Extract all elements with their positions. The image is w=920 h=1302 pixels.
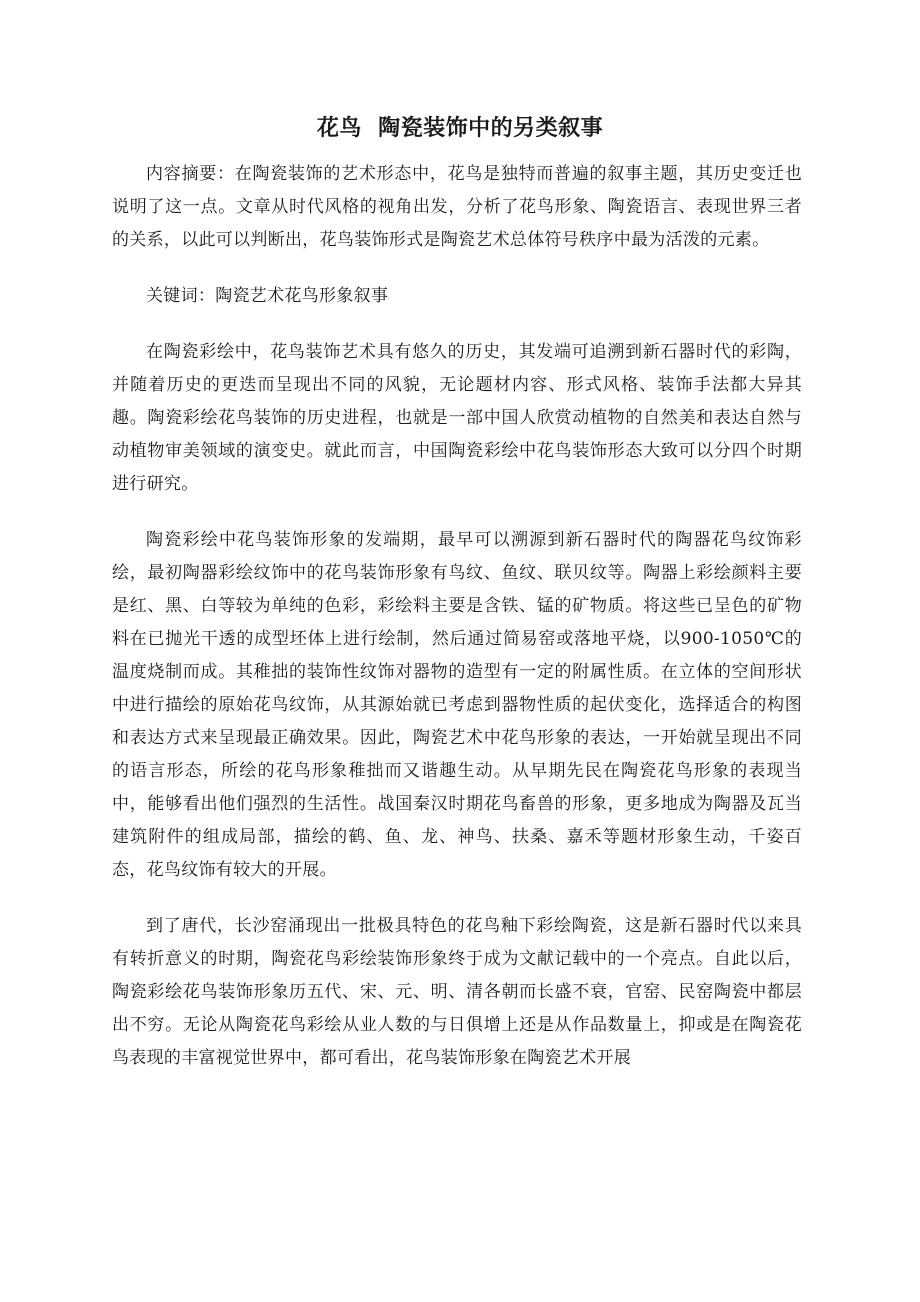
body-paragraph: 陶瓷彩绘中花鸟装饰形象的发端期，最早可以溯源到新石器时代的陶器花鸟纹饰彩绘，最初陶器彩绘纹饰中的花鸟装饰形象有鸟纹、鱼纹、联贝纹等。陶器上彩绘颜料主要是红、黑、白等较为单纯的色彩，彩绘料主要是含铁、锰的矿物质。将这些已呈色的矿物料在已抛光干透的成型坯体上进行绘制，然后通过简易窑或落地平烧，以900-1050℃的温度烧制而成。其稚拙的装饰性纹饰对器物的造型有一定的附属性质。在立体的空间形状中进行描绘的原始花鸟纹饰，从其源始就已考虑到器物性质的起伏变化，选择适合的构图和表达方式来呈现最正确效果。因此，陶瓷艺术中花鸟形象的表达，一开始就呈现出不同的语言形态，所绘的花鸟形象稚拙而又谐趣生动。从早期先民在陶瓷花鸟形象的表现当中，能够看出他们强烈的生活性。战国秦汉时期花鸟畜兽的形象，更多地成为陶器及瓦当建筑附件的组成局部，描绘的鹤、鱼、龙、神鸟、扶桑、嘉禾等题材形象生动，千姿百态，花鸟纹饰有较大的开展。: [112, 530, 802, 880]
document-body: [112, 146, 802, 1075]
document-title: 花鸟 陶瓷装饰中的另类叙事: [316, 116, 604, 141]
body-paragraph: 到了唐代，长沙窑涌现出一批极具特色的花鸟釉下彩绘陶瓷，这是新石器时代以来具有转折意义的时期，陶瓷花鸟彩绘装饰形象终于成为文献记载中的一个亮点。自此以后，陶瓷彩绘花鸟装饰形象历五代、宋、元、明、清各朝而长盛不衰，官窑、民窑陶瓷中都层出不穷。无论从陶瓷花鸟彩绘从业人数的与日俱增上还是从作品数量上，抑或是在陶瓷花鸟表现的丰富视觉世界中，都可看出，花鸟装饰形象在陶瓷艺术开展: [112, 916, 802, 1068]
body-paragraph: 在陶瓷彩绘中，花鸟装饰艺术具有悠久的历史，其发端可追溯到新石器时代的彩陶，并随着历史的更迭而呈现出不同的风貌，无论题材内容、形式风格、装饰手法都大异其趣。陶瓷彩绘花鸟装饰的历史进程，也就是一部中国人欣赏动植物的自然美和表达自然与动植物审美领域的演变史。就此而言，中国陶瓷彩绘中花鸟装饰形态大致可以分四个时期进行研究。: [112, 342, 802, 494]
keywords-paragraph: 关键词：陶瓷艺术花鸟形象叙事: [146, 286, 389, 306]
abstract-paragraph: 内容摘要：在陶瓷装饰的艺术形态中，花鸟是独特而普遍的叙事主题，其历史变迁也说明了这一点。文章从时代风格的视角出发，分析了花鸟形象、陶瓷语言、表现世界三者的关系，以此可以判断出，花鸟装饰形式是陶瓷艺术总体符号秩序中最为活泼的元素。: [112, 164, 802, 250]
